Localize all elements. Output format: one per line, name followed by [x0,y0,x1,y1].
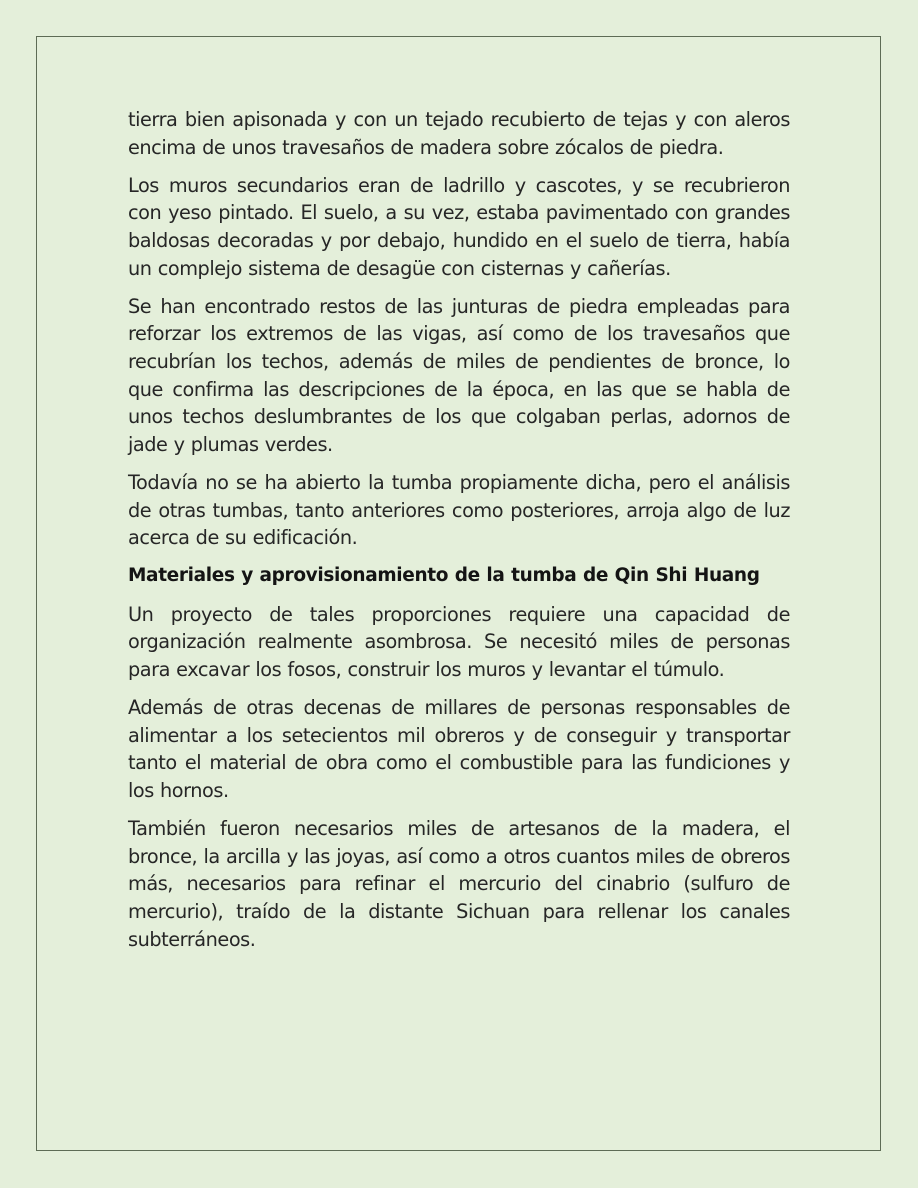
paragraph-3: Se han encontrado restos de las junturas de piedra empleadas para reforzar los extremos de las vigas, así como de los travesaños que recubrían los techos, además de miles de pendientes de bronce, lo que confirma las descripciones de la época, en las que se habla de unos techos deslumbrantes de los que colgaban perlas, adornos de jade y plumas verdes. [128,294,790,456]
paragraph-4: Todavía no se ha abierto la tumba propiamente dicha, pero el análisis de otras tumbas, tanto anteriores como posteriores, arroja algo de luz acerca de su edificación. [128,470,790,550]
paragraph-6: Además de otras decenas de millares de personas responsables de alimentar a los setecientos mil obreros y de conseguir y transportar tanto el material de obra como el combustible para las fundiciones y los hornos. [128,696,790,803]
section-heading: Materiales y aprovisionamiento de la tumba de Qin Shi Huang [128,565,760,587]
paragraph-1: tierra bien apisonada y con un tejado recubierto de tejas y con aleros encima de unos travesaños de madera sobre zócalos de piedra. [128,108,790,159]
paragraph-5: Un proyecto de tales proporciones requiere una capacidad de organización realmente asombrosa. Se necesitó miles de personas para excavar los fosos, construir los muros y levantar el túmulo. [128,602,790,682]
paragraph-2: Los muros secundarios eran de ladrillo y cascotes, y se recubrieron con yeso pintado. El suelo, a su vez, estaba pavimentado con grandes baldosas decoradas y por debajo, hundido en el suelo de tierra, había un complejo sistema de desagüe con cisternas y cañerías. [128,173,790,280]
document-body [128,106,790,964]
paragraph-7: También fueron necesarios miles de artesanos de la madera, el bronce, la arcilla y las joyas, así como a otros cuantos miles de obreros más, necesarios para refinar el mercurio del cinabrio (sulfuro de mercurio), traído de la distante Sichuan para rellenar los canales subterráneos. [128,817,790,951]
